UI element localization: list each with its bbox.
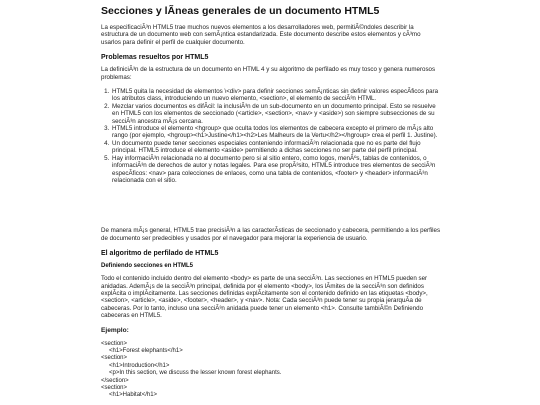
code-example (101, 341, 441, 400)
code-line: <section> (101, 340, 128, 347)
code-line: <section> (101, 385, 128, 391)
section-heading-problems: Problemas resueltos por HTML5 (101, 54, 209, 62)
defining-paragraph: Todo el contenido incluido dentro del elemento <body> es parte de una secciÃ³n. Las secciones en HTML5 pueden ser anidadas. AdemÃ¡s de la secciÃ³n principal, definida por el elemento <body>, los lÃmites de la secciÃ³n son definidos explÃcita o implÃcitamente. Las secciones definidas explÃcitamente son el contenido definido en las etiquetas <body>, <section>, <article>, <aside>, <footer>, <header>, y <nav>. Nota: Cada secciÃ³n puede tener su propia jerarquÃa de cabeceras. Por lo tanto, incluso una secciÃ³n anidada puede tener un elemento <h1>. Consulte tambiÃ©n Definiendo cabeceras en HTML5. (101, 275, 428, 320)
problems-paragraph: La definiciÃ³n de la estructura de un documento en HTML 4 y su algoritmo de perfilado es muy tosco y genera numerosos problemas: (101, 66, 436, 81)
list-item: 4. Un documento puede tener secciones especiales conteniendo informaciÃ³n relacionada que no es parte del flujo principal. HTML5 introduce el elemento <aside> permitiendo a dichas secciones no ser parte del perfil principal. (111, 140, 441, 155)
list-item: 1. HTML5 quita la necesidad de elementos \<div> para definir secciones semÃ¡nticas sin definir valores especÃficos para los atributos class, introduciendo un nuevo elemento, <section>, el elemento de secciÃ³n HTML. (111, 88, 441, 103)
code-line: </section> (101, 377, 129, 384)
example-label: Ejemplo: (101, 326, 129, 334)
code-line: <section> (101, 355, 128, 362)
code-line: <h1>Introduction</h1> (109, 362, 170, 369)
list-item: 3. HTML5 introduce el elemento <hgroup> que oculta todos los elementos de cabecera excepto el primero de mÃ¡s alto rango (por ejemplo, <hgroup><h1>Justine</h1><h2>Les Malheurs de la Vertu</h2></hgroup> crea el perfil 1. Justine). (111, 125, 441, 140)
problems-list (101, 88, 441, 184)
list-item: 5. Hay informaciÃ³n relacionada no al documento pero si al sitio entero, como logos, menÃºs, tablas de contenidos, o informaciÃ³n de derechos de autor y notas legales. Para ese propÃ³sito, HTML5 introduce tres elementos de secciÃ³n especÃficos: <nav> para colecciones de enlaces, como una tabla de contenidos, <footer> y <header> informaciÃ³n relacionada con el sitio. (111, 155, 441, 185)
section-heading-algorithm: El algoritmo de perfilado de HTML5 (101, 250, 219, 258)
summary-paragraph: De manera mÃ¡s general, HTML5 trae precisiÃ³n a las caracterÃsticas de seccionado y cabecera, permitiendo a los perfiles de documento ser predecibles y usados por el navegador para mejorar la experiencia de usuario. (101, 227, 441, 242)
code-line: <h1>Habitat</h1> (109, 392, 158, 399)
vertical-spacer (101, 191, 441, 227)
intro-paragraph: La especificaciÃ³n HTML5 trae muchos nuevos elementos a los desarrolladores web, permitiÃ©ndoles describir la estructura de un documento web con semÃ¡ntica estandarizada. Este documento describe estos elementos y cÃ³mo usarlos para definir el perfil de cualquier documento. (101, 24, 421, 46)
page-title: Secciones y lÃneas generales de un documento HTML5 (101, 5, 380, 17)
document-body (101, 5, 441, 400)
subsection-heading-defining: Definiendo secciones en HTML5 (101, 263, 194, 270)
code-line: <p>In this section, we discuss the lesser known forest elephants. (109, 370, 282, 377)
code-line: <h1>Forest elephants</h1> (109, 347, 183, 354)
list-item: 2. Mezclar varios documentos es difÃcil: la inclusiÃ³n de un sub-documento en un documento principal. Esto se resuelve en HTML5 con los elementos de seccionado (<article>, <section>, <nav> y <aside>) son siempre subsecciones de su secciÃ³n ancestra mÃ¡s cercana. (111, 103, 441, 125)
